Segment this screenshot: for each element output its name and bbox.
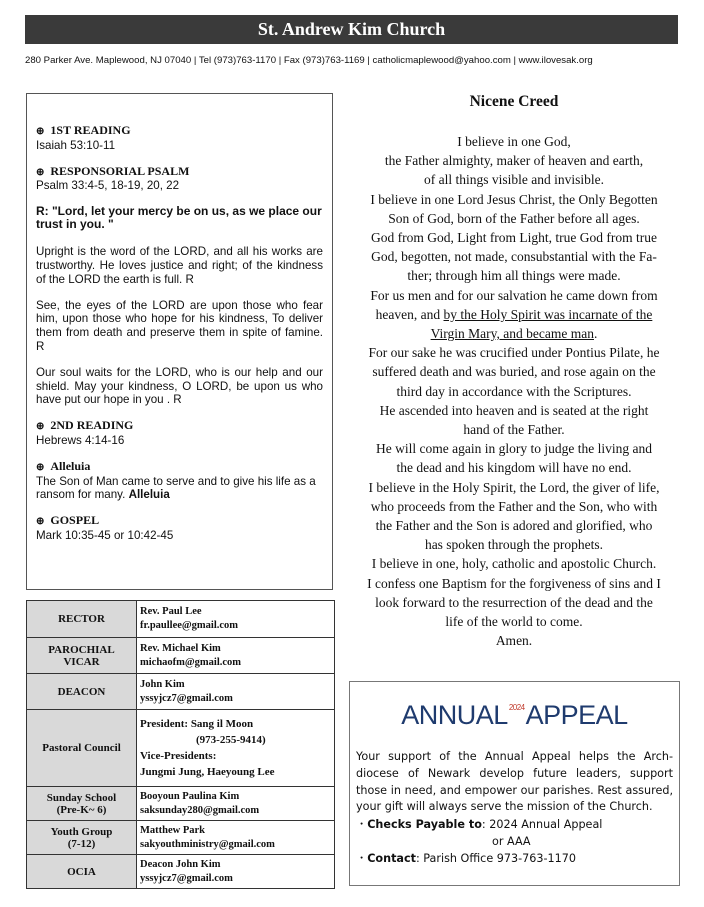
first-reading-citation: Isaiah 53:10-11 <box>36 138 116 152</box>
email-link[interactable]: saksunday280@gmail.com <box>140 804 260 816</box>
creed-line: Amen. <box>495 633 533 649</box>
role-cell: Youth Group (7-12) <box>27 821 137 855</box>
creed-line: the Father almighty, maker of heaven and earth, <box>384 153 644 169</box>
nicene-creed <box>350 92 678 650</box>
psalm-verse-2: See, the eyes of the LORD are upon those who fear him, upon those who hope for his kindness, To deliver them from death and preserve them in spite of famine. R <box>36 298 323 353</box>
role-cell: OCIA <box>27 855 137 889</box>
creed-line: of all things visible and invisible. <box>424 172 604 188</box>
table-row <box>27 855 335 889</box>
creed-line: I believe in the Holy Spirit, the Lord, the giver of life, <box>368 479 660 495</box>
table-row <box>27 821 335 855</box>
staff-directory <box>26 600 335 889</box>
table-row <box>27 601 335 638</box>
creed-line: I believe in one God, <box>457 134 571 149</box>
creed-line: I believe in one Lord Jesus Christ, the Only Begotten <box>370 191 658 207</box>
role-cell: Sunday School (Pre-K~ 6) <box>27 787 137 821</box>
alleluia-text: The Son of Man came to serve and to give his life as a ransom for many. Alleluia <box>36 474 316 502</box>
checks-payable-alt: or AAA <box>492 835 531 849</box>
creed-line: suffered death and was buried, and rose again on the <box>372 364 656 380</box>
email-link[interactable]: michaofm@gmail.com <box>140 656 242 668</box>
annual-appeal-logo: $ANNUAL^{2024}APPEAL$ <box>401 700 628 730</box>
creed-line: God from God, Light from Light, true God from true <box>370 230 658 246</box>
table-row <box>27 674 335 710</box>
creed-line: third day in accordance with the Scriptures. <box>396 383 632 399</box>
first-reading-heading: ⊕ 1ST READING <box>36 123 131 137</box>
role-cell: PAROCHIAL VICAR <box>27 638 137 674</box>
alleluia-heading: ⊕ Alleluia <box>36 458 91 473</box>
cross-bullet-icon: ⊕ <box>36 516 45 528</box>
psalm-citation: Psalm 33:4-5, 18-19, 20, 22 <box>36 179 180 193</box>
role-cell: RECTOR <box>27 601 137 638</box>
email-link[interactable]: yssyjcz7@gmail.com <box>140 692 233 704</box>
creed-line: life of the world to come. <box>445 614 583 630</box>
appeal-description: Your support of the Annual Appeal helps the Arch-diocese of Newark develop future leaders, support those in need, and empower our parishes. Rest assured, your gift will always serve the mission of the Church. <box>356 750 673 814</box>
creed-title: Nicene Creed <box>469 93 559 110</box>
creed-line: heaven, and by the Holy Spirit was incarnate of the <box>375 306 653 322</box>
info-cell: President: Sang il Moon (973-255-9414) Vice-Presidents: Jungmi Jung, Haeyoung Lee <box>137 710 335 787</box>
creed-line: has spoken through the prophets. <box>424 537 604 553</box>
creed-line: I confess one Baptism for the forgiveness of sins and I <box>367 575 661 591</box>
cross-bullet-icon: ⊕ <box>36 126 45 137</box>
role-cell: Pastoral Council <box>27 710 137 787</box>
creed-line: the dead and his kingdom will have no end. <box>396 460 632 476</box>
readings-panel <box>26 93 333 590</box>
church-title: St. Andrew Kim Church <box>25 15 678 44</box>
info-cell: Matthew Park sakyouthministry@gmail.com <box>137 821 335 855</box>
creed-line: hand of the Father. <box>463 422 565 438</box>
gospel-heading: ⊕ GOSPEL <box>36 513 100 528</box>
creed-line: ther; through him all things were made. <box>407 268 621 284</box>
psalm-heading: ⊕ RESPONSORIAL PSALM <box>36 163 190 178</box>
contact-line: ・Contact: Parish Office 973-763-1170 <box>356 852 577 866</box>
info-cell: Rev. Michael Kim michaofm@gmail.com <box>137 638 335 674</box>
cross-bullet-icon: ⊕ <box>36 461 45 473</box>
psalm-verse-3: Our soul waits for the LORD, who is our help and our shield. May your kindness, O LORD, be upon us who have put our hope in you . R <box>36 365 323 407</box>
info-cell: Booyoun Paulina Kim saksunday280@gmail.com <box>137 787 335 821</box>
info-cell: John Kim yssyjcz7@gmail.com <box>137 674 335 710</box>
cross-bullet-icon: ⊕ <box>36 166 45 178</box>
creed-line: Virgin Mary, and became man. <box>430 326 598 342</box>
creed-line: God, begotten, not made, consubstantial with the Fa- <box>371 249 657 265</box>
email-link[interactable]: fr.paullee@gmail.com <box>140 620 239 631</box>
gospel-citation: Mark 10:35-45 or 10:42-45 <box>36 528 174 542</box>
creed-line: the Father and the Son is adored and glorified, who <box>375 518 653 534</box>
email-link[interactable]: yssyjcz7@gmail.com <box>140 872 233 884</box>
annual-appeal-panel <box>349 681 680 886</box>
info-cell: Rev. Paul Lee fr.paullee@gmail.com <box>137 601 335 638</box>
info-cell: Deacon John Kim yssyjcz7@gmail.com <box>137 855 335 889</box>
role-cell: DEACON <box>27 674 137 710</box>
psalm-response: R: "Lord, let your mercy be on us, as we place our trust in you. " <box>36 204 322 232</box>
second-reading-citation: Hebrews 4:14-16 <box>36 433 125 447</box>
creed-line: Son of God, born of the Father before all ages. <box>388 210 640 226</box>
contact-line: 280 Parker Ave. Maplewood, NJ 07040 | Tel (973)763-1170 | Fax (973)763-1169 | catholicmaplewood@yahoo.com | www.ilovesak.org <box>25 55 593 66</box>
cross-bullet-icon: ⊕ <box>36 421 45 433</box>
creed-line: I believe in one, holy, catholic and apostolic Church. <box>371 556 657 572</box>
table-row <box>27 787 335 821</box>
email-link[interactable]: sakyouthministry@gmail.com <box>140 838 275 850</box>
creed-line: He will come again in glory to judge the living and <box>376 441 652 457</box>
creed-line: For our sake he was crucified under Pontius Pilate, he <box>368 345 660 361</box>
creed-line: For us men and for our salvation he came down from <box>370 287 658 303</box>
psalm-verse-1: Upright is the word of the LORD, and all his works are trustworthy. He loves justice and right; of the kindness of the LORD the earth is full. R <box>36 245 323 286</box>
checks-payable-line: ・Checks Payable to: 2024 Annual Appeal <box>356 818 603 832</box>
table-row <box>27 638 335 674</box>
creed-line: He ascended into heaven and is seated at the right <box>379 402 649 418</box>
table-row <box>27 710 335 787</box>
creed-line: who proceeds from the Father and the Son, who with <box>370 498 658 514</box>
second-reading-heading: ⊕ 2ND READING <box>36 418 134 433</box>
creed-line: look forward to the resurrection of the dead and the <box>375 594 653 610</box>
